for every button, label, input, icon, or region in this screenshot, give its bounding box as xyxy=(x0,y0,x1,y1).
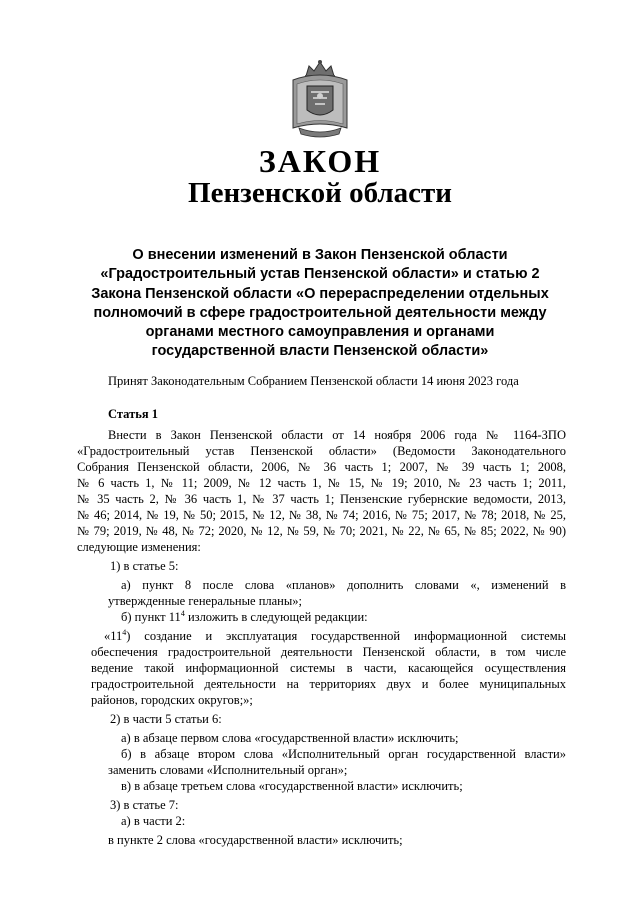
subject-line: О внесении изменений в Закон Пензенской области xyxy=(132,247,508,263)
superscript: 4 xyxy=(122,627,127,637)
list-item: 1) в статье 5: xyxy=(110,559,179,573)
subject-line: Закона Пензенской области «О перераспределении отдельных xyxy=(91,285,549,302)
quote-line: ведение такой информационной системы в части, касающейся осуществления xyxy=(91,661,566,675)
document-title: ЗАКОН xyxy=(258,143,382,179)
subject-line: органами местного самоуправления и органами xyxy=(145,324,495,341)
list-item: а) пункт 8 после слова «планов» дополнить словами «, изменений в xyxy=(121,578,566,592)
list-item: 3) в статье 7: xyxy=(110,798,179,812)
superscript: 4 xyxy=(180,608,185,618)
paragraph-line: № 79; 2019, № 48, № 72; 2020, № 12, № 59, № 70; 2021, № 22, № 65, № 85; 2022, № 90) xyxy=(77,524,566,538)
subject-line: полномочий в сфере градостроительной деятельности между xyxy=(93,304,547,321)
paragraph-line: заменить словами «Исполнительный орган»; xyxy=(108,763,348,777)
quote-line: обеспечения градостроительной деятельности Пензенской области, в том числе xyxy=(91,645,566,659)
list-item: а) в части 2: xyxy=(121,814,186,828)
paragraph-line: № 6 часть 1, № 11; 2009, № 12 часть 1, № 15, № 19; 2010, № 23 часть 1; 2011, xyxy=(77,476,566,490)
paragraph-line: утвержденные генеральные планы»; xyxy=(108,594,302,608)
list-item: 2) в части 5 статьи 6: xyxy=(110,712,222,726)
list-item: а) в абзаце первом слова «государственной власти» исключить; xyxy=(121,731,459,745)
paragraph-line: следующие изменения: xyxy=(77,540,201,554)
paragraph-line: № 35 часть 2, № 36 часть 1, № 37 часть 1; Пензенские губернские ведомости, 2013, xyxy=(77,492,566,506)
paragraph-line: в пункте 2 слова «государственной власти» исключить; xyxy=(108,833,403,847)
list-item: б) в абзаце втором слова «Исполнительный орган государственной власти» xyxy=(121,747,566,761)
item-text: б) пункт 11 xyxy=(121,610,181,624)
article-heading: Статья 1 xyxy=(108,407,158,421)
document-subtitle: Пензенской области xyxy=(188,177,452,209)
subject-line: «Градостроительный устав Пензенской области» и статью 2 xyxy=(100,266,540,283)
law-subject xyxy=(60,246,580,362)
paragraph-line: № 46; 2014, № 19, № 50; 2015, № 12, № 38, № 74; 2016, № 75; 2017, № 78; 2018, № 25, xyxy=(77,508,566,522)
quote-text: ) создание и эксплуатация государственной информационной системы xyxy=(126,629,566,643)
paragraph-line: «Градостроительный устав Пензенской области» (Ведомости Законодательного xyxy=(77,444,566,458)
coat-of-arms-icon xyxy=(289,58,351,138)
paragraph-line: Внести в Закон Пензенской области от 14 ноября 2006 года № 1164-ЗПО xyxy=(108,428,566,442)
adoption-note: Принят Законодательным Собранием Пензенской области 14 июня 2023 года xyxy=(108,374,519,388)
quote-line xyxy=(104,628,566,644)
item-text: изложить в следующей редакции: xyxy=(184,610,368,624)
list-item: в) в абзаце третьем слова «государственной власти» исключить; xyxy=(121,779,463,793)
subject-line: государственной власти Пензенской области» xyxy=(151,343,489,360)
list-item xyxy=(121,609,368,625)
quote-line: градостроительной деятельности на территориях двух и более муниципальных xyxy=(91,677,566,691)
quote-line: районов, городских округов;»; xyxy=(91,693,253,707)
paragraph-line: Собрания Пензенской области, 2006, № 36 часть 1; 2007, № 39 часть 1; 2008, xyxy=(77,460,566,474)
quote-text: «11 xyxy=(104,629,123,643)
